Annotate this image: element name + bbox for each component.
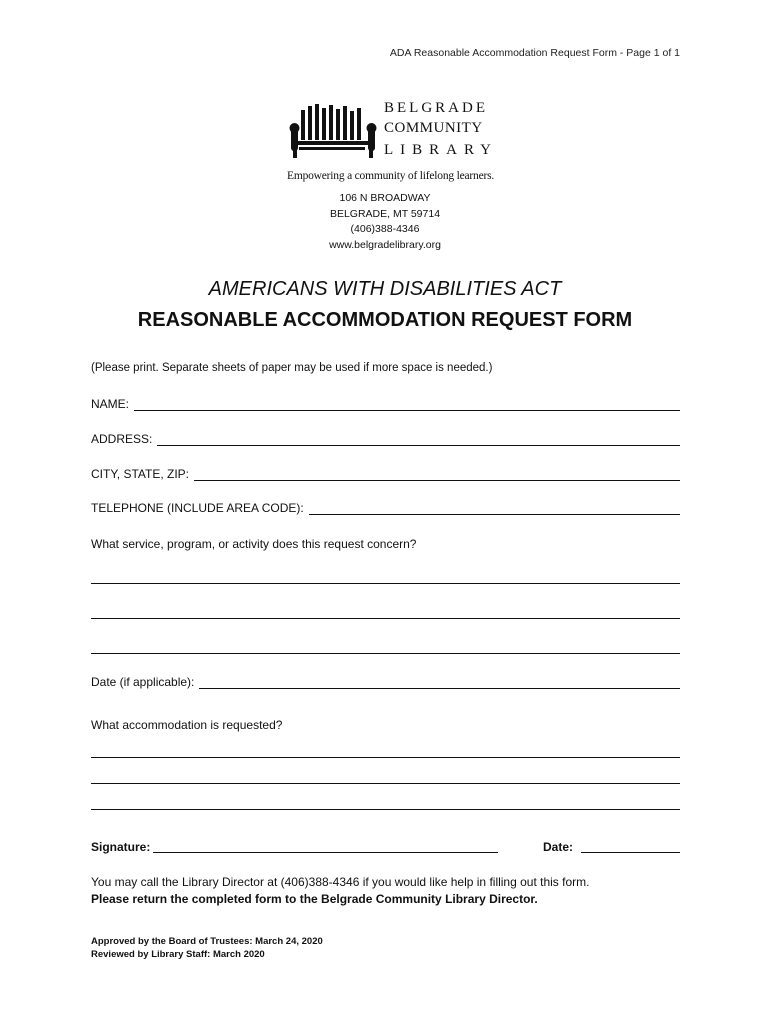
service-answer-line[interactable] bbox=[91, 618, 680, 619]
signature-date-label: Date: bbox=[543, 840, 574, 854]
logo-text-community: COMMUNITY bbox=[384, 120, 483, 136]
date-applicable-field-row bbox=[91, 675, 680, 689]
signature-input-line[interactable] bbox=[153, 852, 498, 853]
reviewed-date: Reviewed by Library Staff: March 2020 bbox=[91, 949, 265, 960]
logo-tagline: Empowering a community of lifelong learners. bbox=[287, 170, 495, 182]
accommodation-answer-line[interactable] bbox=[91, 783, 680, 784]
telephone-label: TELEPHONE (INCLUDE AREA CODE): bbox=[91, 501, 304, 515]
page-header: ADA Reasonable Accommodation Request Form - Page 1 of 1 bbox=[389, 47, 680, 59]
address-field-row bbox=[91, 432, 680, 446]
service-question: What service, program, or activity does this request concern? bbox=[91, 537, 417, 551]
approval-footer bbox=[91, 935, 323, 961]
bookshelf-logo-icon bbox=[287, 100, 382, 162]
accommodation-answer-line[interactable] bbox=[91, 757, 680, 758]
name-label: NAME: bbox=[91, 397, 130, 411]
name-field-row bbox=[91, 397, 680, 411]
address-label: ADDRESS: bbox=[91, 432, 153, 446]
return-instructions: Please return the completed form to the Belgrade Community Library Director. bbox=[91, 892, 538, 906]
signature-label: Signature: bbox=[91, 840, 151, 854]
name-input-line[interactable] bbox=[134, 398, 680, 411]
signature-date-input-line[interactable] bbox=[581, 852, 680, 853]
contact-street: 106 N BROADWAY bbox=[339, 192, 431, 204]
contact-phone: (406)388-4346 bbox=[350, 223, 420, 235]
date-applicable-label: Date (if applicable): bbox=[91, 675, 195, 689]
form-instructions: (Please print. Separate sheets of paper may be used if more space is needed.) bbox=[91, 362, 493, 374]
help-text: You may call the Library Director at (406)388-4346 if you would like help in filling out this form. bbox=[91, 875, 590, 889]
date-applicable-input-line[interactable] bbox=[199, 676, 680, 689]
accommodation-question: What accommodation is requested? bbox=[91, 718, 283, 732]
logo-text-belgrade: BELGRADE bbox=[384, 100, 488, 116]
contact-website: www.belgradelibrary.org bbox=[329, 238, 441, 251]
city-state-zip-input-line[interactable] bbox=[194, 468, 680, 481]
contact-block bbox=[0, 191, 770, 253]
form-title-main: REASONABLE ACCOMMODATION REQUEST FORM bbox=[137, 309, 633, 331]
service-answer-line[interactable] bbox=[91, 653, 680, 654]
address-input-line[interactable] bbox=[157, 433, 680, 446]
form-title-ada: AMERICANS WITH DISABILITIES ACT bbox=[208, 278, 562, 300]
service-answer-line[interactable] bbox=[91, 583, 680, 584]
city-state-zip-field-row bbox=[91, 467, 680, 481]
logo-text-library: LIBRARY bbox=[384, 142, 499, 158]
telephone-field-row bbox=[91, 501, 680, 515]
accommodation-answer-line[interactable] bbox=[91, 809, 680, 810]
approved-date: Approved by the Board of Trustees: March 24, 2020 bbox=[91, 936, 323, 947]
telephone-input-line[interactable] bbox=[309, 502, 680, 515]
contact-city: BELGRADE, MT 59714 bbox=[329, 207, 441, 220]
city-state-zip-label: CITY, STATE, ZIP: bbox=[91, 467, 190, 481]
